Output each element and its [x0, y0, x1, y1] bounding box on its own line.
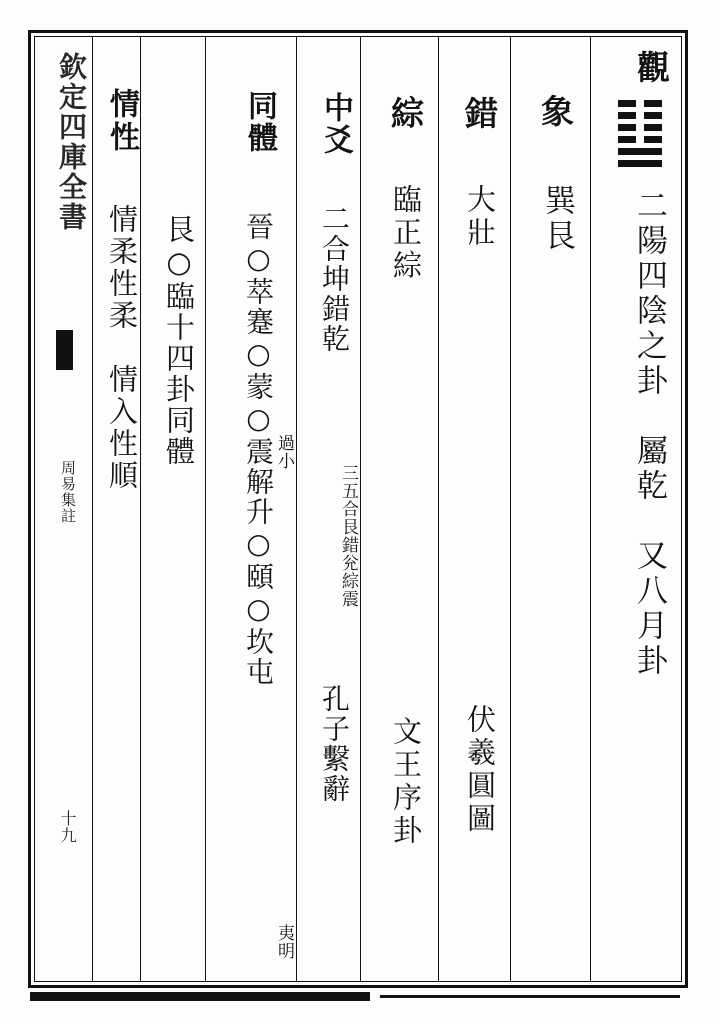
text-column-7 — [140, 44, 205, 974]
spine-margin — [34, 40, 92, 980]
hexagram-symbol — [618, 100, 662, 172]
text-column-1 — [590, 44, 686, 974]
section-value-qingxing: 情柔性柔 情入性順 — [105, 204, 139, 492]
section-value-tongti-continued: 艮○臨十四卦同體 — [162, 214, 196, 467]
spine-title: 欽定四庫全書 — [55, 52, 88, 232]
section-value-cuo: 大壯 — [463, 184, 497, 250]
section-label-cuo: 錯 — [460, 96, 499, 134]
source-note-fuxi: 伏羲圓圖 — [463, 704, 497, 836]
spine-black-mark — [56, 330, 73, 370]
section-label-tongti: 同體 — [242, 90, 277, 154]
bottom-decoration-bar-secondary — [380, 995, 680, 998]
source-note-kongzi: 孔子繫辭 — [318, 684, 351, 804]
section-label-xiang: 象 — [536, 94, 575, 132]
section-value-zong: 臨正綜 — [389, 184, 423, 283]
inline-note-zhongyao: 三五合艮錯兊綜震 — [338, 464, 358, 608]
text-column-2 — [510, 44, 590, 974]
inline-note-yiming: 夷明 — [274, 924, 294, 960]
page-number: 十九 — [58, 810, 77, 844]
section-label-zhongyao: 中爻 — [318, 92, 353, 156]
hexagram-title: 觀 — [632, 50, 671, 88]
text-column-5 — [296, 44, 360, 974]
spine-book-title: 周易集註 — [59, 460, 77, 524]
text-column-4 — [360, 44, 438, 974]
text-column-3 — [438, 44, 510, 974]
inline-note-guoxiao: 過小 — [274, 434, 294, 470]
section-value-zhongyao: 二合坤錯乾 — [318, 204, 351, 354]
bottom-decoration-bar — [30, 992, 370, 1001]
section-label-qingxing: 情性 — [104, 88, 139, 154]
hexagram-description: 二陽四陰之卦 屬乾 又八月卦 — [631, 189, 667, 679]
source-note-wenwang: 文王序卦 — [389, 716, 423, 848]
section-label-zong: 綜 — [386, 96, 425, 134]
section-value-xiang: 巽艮 — [539, 184, 575, 254]
text-column-8 — [92, 44, 140, 974]
section-value-tongti: 晉○萃蹇○蒙○震解升○頤○坎屯 — [242, 212, 275, 687]
text-column-6 — [205, 44, 296, 974]
